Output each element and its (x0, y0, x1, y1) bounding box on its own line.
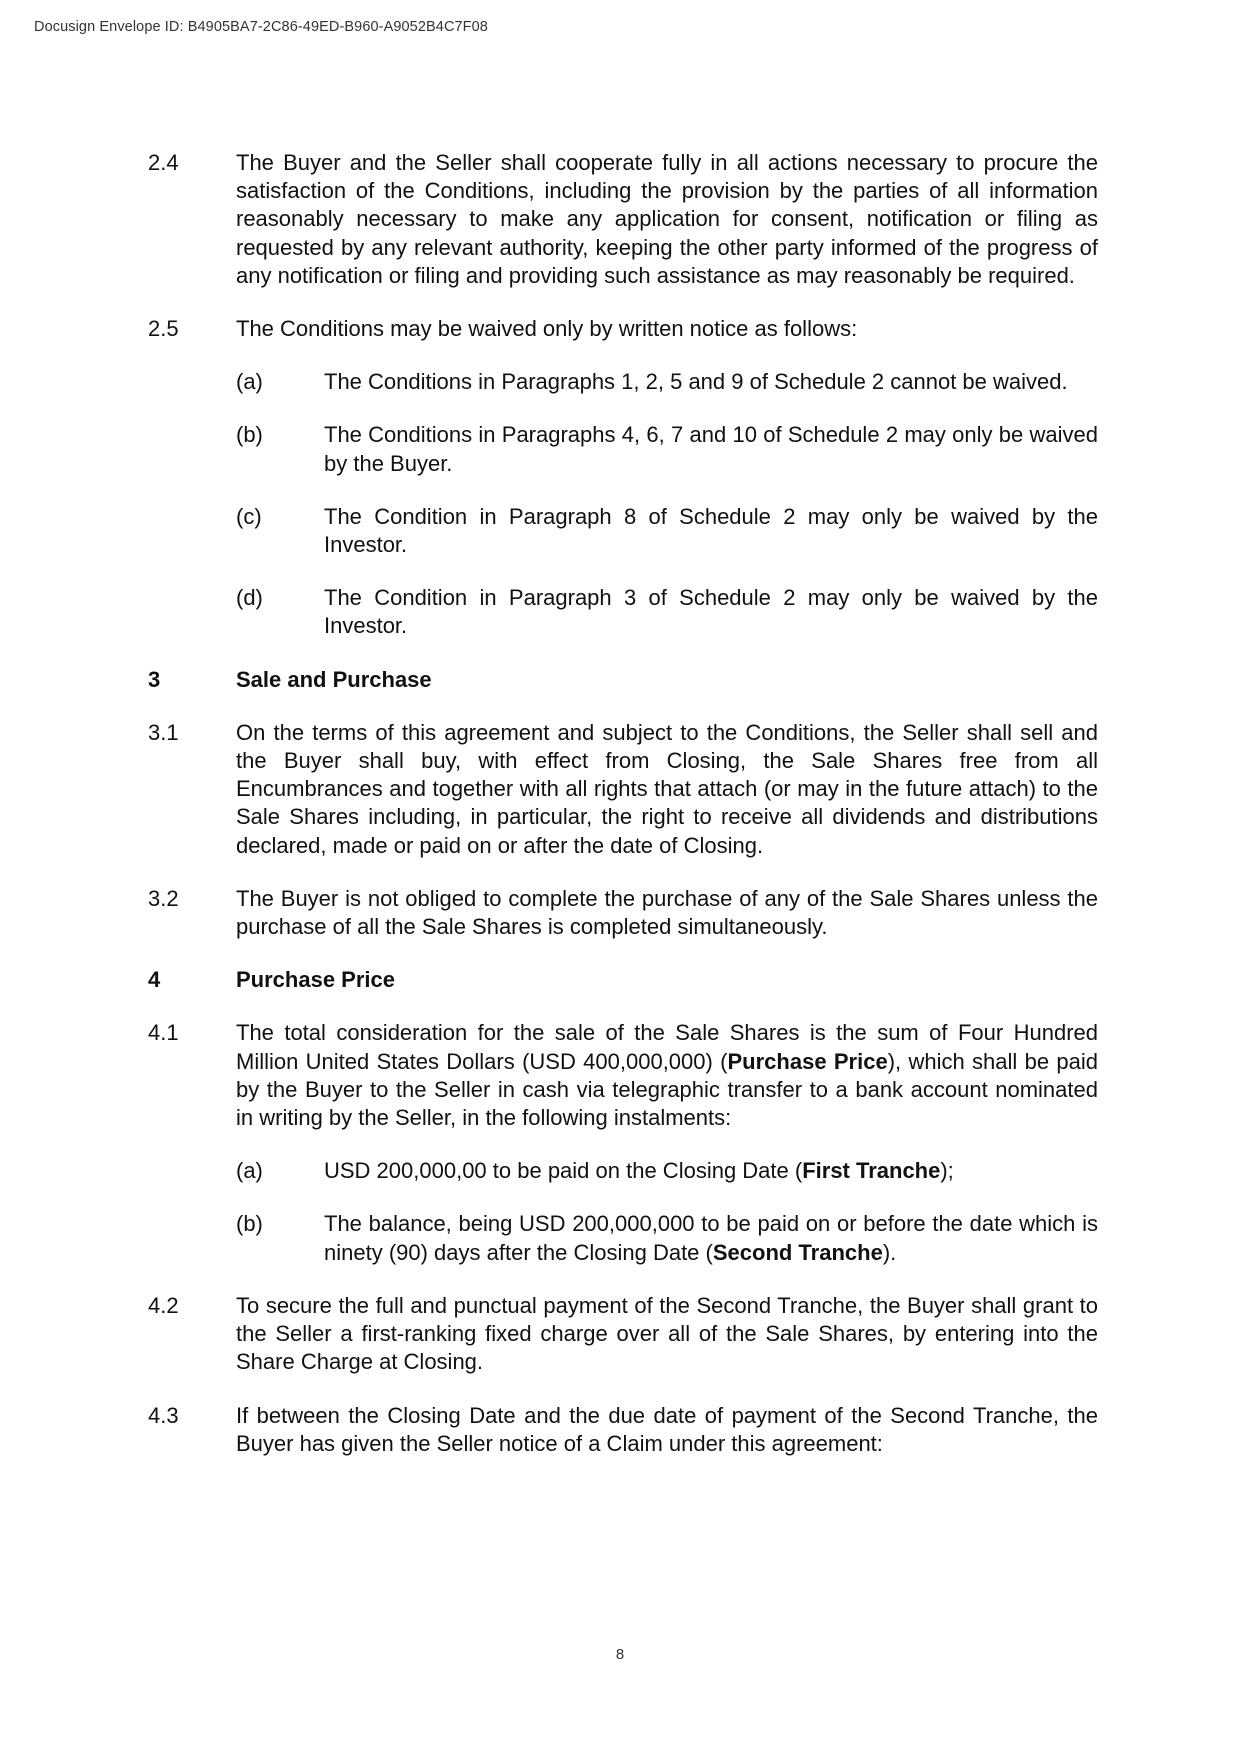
clause-text-part: ), which shall be paid by the Buyer to the Seller in cash via telegraphic transfer to a bank account nominated in writing by the Seller, in the following instalments: (236, 1048, 1098, 1131)
section-4-heading (148, 966, 1098, 994)
clause-2-5 (148, 315, 1098, 641)
sub-clause-4-1-a (236, 1157, 1098, 1185)
sub-clause-text-part: ). (882, 1239, 897, 1265)
section-number: 3 (148, 666, 161, 692)
section-title: Purchase Price (236, 967, 395, 993)
clause-text: If between the Closing Date and the due date of payment of the Second Tranche, the Buyer has given the Seller notice of a Claim under this agreement: (236, 1402, 1098, 1456)
sub-clause-text: The Condition in Paragraph 8 of Schedule 2 may only be waived by the Investor. (324, 503, 1098, 558)
clause-text: The Buyer and the Seller shall cooperate fully in all actions necessary to procure the satisfaction of the Conditions, including the provision by the parties of all information reasonably necessary to make any application for consent, notification or filing as requested by any relevant authority, keeping the other party informed of the progress of any notification or filing and providing such assistance as may reasonably be required. (236, 150, 1098, 288)
sub-clause-text: The Conditions in Paragraphs 4, 6, 7 and 10 of Schedule 2 may only be waived by the Buyer. (324, 422, 1098, 476)
sub-clause-2-5-a (236, 368, 1098, 396)
clause-number: 4.2 (148, 1292, 179, 1318)
sub-clause-label: (a) (236, 369, 263, 395)
defined-term: First Tranche (802, 1158, 941, 1184)
sub-clause-text: The Conditions in Paragraphs 1, 2, 5 and 9 of Schedule 2 cannot be waived. (324, 369, 1068, 395)
section-3-heading (148, 666, 1098, 694)
clause-number: 2.4 (148, 150, 179, 175)
sub-clause-label: (c) (236, 503, 262, 529)
clause-2-4 (148, 149, 1098, 290)
defined-term: Purchase Price (727, 1048, 888, 1074)
sub-clause-text: The Condition in Paragraph 3 of Schedule 2 may only be waived by the Investor. (324, 585, 1098, 639)
sub-clause-label: (b) (236, 422, 263, 448)
clause-number: 4.3 (148, 1402, 179, 1428)
sub-clause-text (324, 1157, 1098, 1185)
clause-number: 3.1 (148, 719, 179, 745)
clause-4-1 (148, 1019, 1098, 1266)
page-number: 8 (615, 1646, 625, 1663)
sub-clause-list (236, 368, 1098, 640)
sub-clause-label: (d) (236, 585, 263, 611)
defined-term: Second Tranche (712, 1239, 883, 1265)
sub-clause-2-5-d (236, 584, 1098, 640)
sub-clause-text-part: USD 200,000,00 to be paid on the Closing Date ( (324, 1158, 803, 1184)
docusign-envelope-id: Docusign Envelope ID: B4905BA7-2C86-49ED-B960-A9052B4C7F08 (34, 19, 488, 35)
clause-text: The Buyer is not obliged to complete the purchase of any of the Sale Shares unless the purchase of all the Sale Shares is completed simultaneously. (236, 885, 1098, 940)
sub-clause-4-1-b (236, 1210, 1098, 1266)
clause-number: 3.2 (148, 885, 179, 911)
sub-clause-label: (a) (236, 1158, 263, 1184)
sub-clause-2-5-c (236, 503, 1098, 559)
document-body (148, 149, 1098, 1483)
clause-text: The Conditions may be waived only by written notice as follows: (236, 316, 858, 342)
clause-text: On the terms of this agreement and subject to the Conditions, the Seller shall sell and the Buyer shall buy, with effect from Closing, the Sale Shares free from all Encumbrances and together with all rights that attach (or may in the future attach) to the Sale Shares including, in particular, the right to receive all dividends and distributions declared, made or paid on or after the date of Closing. (236, 719, 1098, 858)
sub-clause-text-part: The balance, being USD 200,000,000 to be paid on or before the date which is ninety (90) days after the Closing Date ( (324, 1211, 1098, 1265)
clause-3-1 (148, 719, 1098, 860)
sub-clause-text (324, 1210, 1098, 1266)
sub-clause-text-part: ); (940, 1158, 954, 1184)
clause-3-2 (148, 885, 1098, 941)
sub-clause-list (236, 1157, 1098, 1267)
sub-clause-2-5-b (236, 421, 1098, 477)
clause-number: 4.1 (148, 1020, 179, 1046)
section-number: 4 (148, 967, 161, 993)
clause-4-2 (148, 1292, 1098, 1377)
sub-clause-label: (b) (236, 1211, 263, 1237)
clause-text (236, 1019, 1098, 1132)
clause-4-3 (148, 1402, 1098, 1458)
clause-text: To secure the full and punctual payment of the Second Tranche, the Buyer shall grant to the Seller a first-ranking fixed charge over all of the Sale Shares, by entering into the Share Charge at Closing. (236, 1292, 1098, 1375)
clause-text-part: The total consideration for the sale of the Sale Shares is the sum of Four Hundred Million United States Dollars (USD 400,000,000) ( (236, 1020, 1098, 1074)
clause-number: 2.5 (148, 316, 179, 342)
section-title: Sale and Purchase (236, 666, 432, 692)
